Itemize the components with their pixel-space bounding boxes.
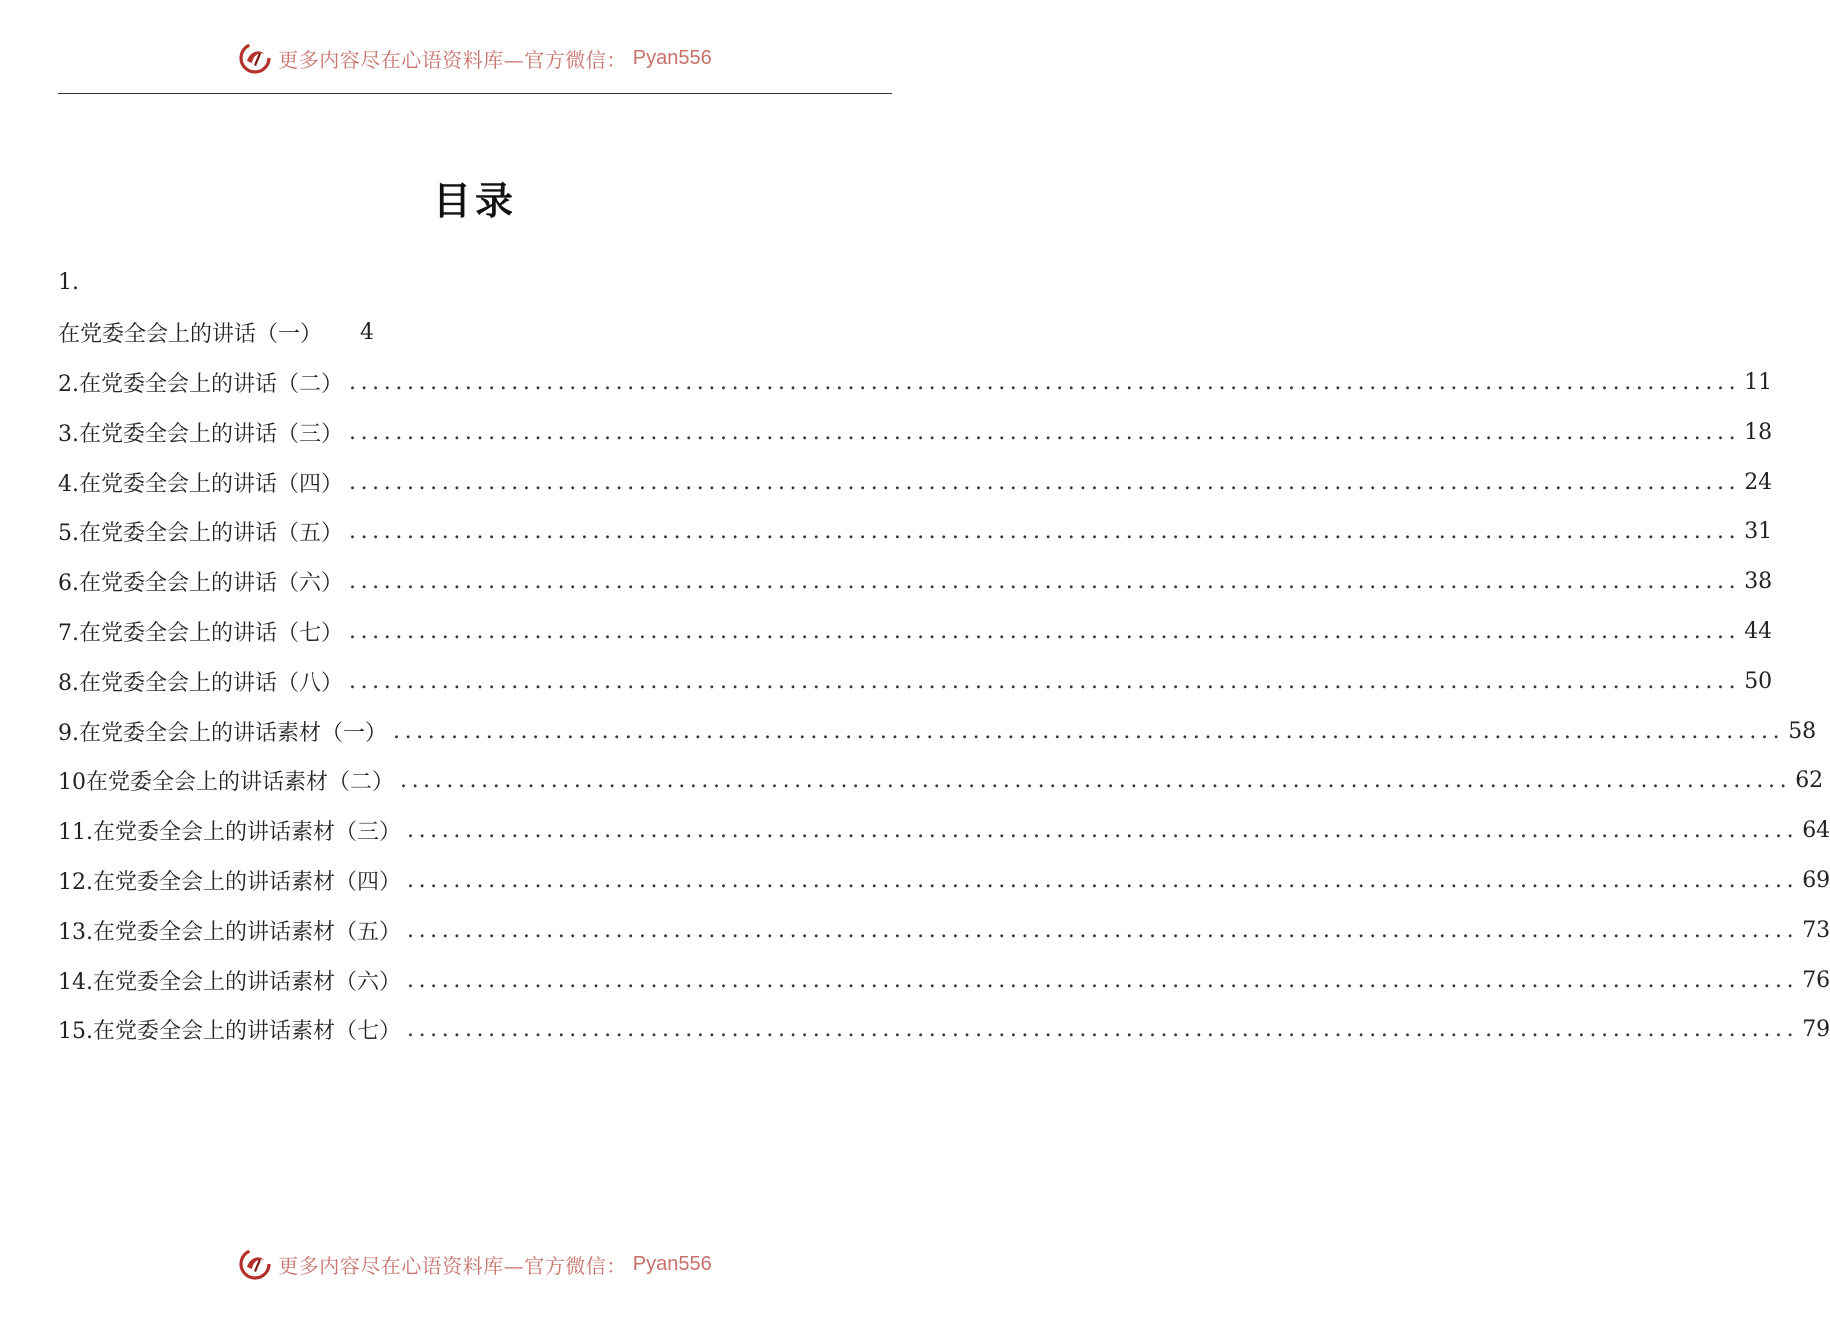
toc-entry-label: 12.在党委全会上的讲话素材（四） <box>58 869 401 895</box>
toc-entry-15[interactable] <box>58 1005 1830 1055</box>
toc-entry-page: 73 <box>1802 917 1830 943</box>
toc-entry-page: 69 <box>1802 867 1830 893</box>
toc-entry-label: 4.在党委全会上的讲话（四） <box>58 471 343 497</box>
toc-entry-row <box>58 765 1824 796</box>
toc-entry-label: 7.在党委全会上的讲话（七） <box>58 620 343 646</box>
toc-entry-row <box>58 666 1773 697</box>
toc-entry-label: 13.在党委全会上的讲话素材（五） <box>58 919 401 945</box>
toc-entry-1[interactable] <box>58 308 892 358</box>
toc-entry-10[interactable] <box>58 756 1824 806</box>
toc-entry-label: 10在党委全会上的讲话素材（二） <box>58 770 394 796</box>
red-swirl-logo-icon <box>238 1247 272 1281</box>
toc-dot-leader: ........................................................................................................................ <box>407 917 1799 943</box>
toc-entry-8[interactable] <box>58 656 1773 706</box>
toc-dot-leader: ........................................................................................................................ <box>393 718 1785 744</box>
toc-dot-leader: ........................................................................................................................ <box>349 469 1741 495</box>
toc-entry-page: 18 <box>1744 419 1773 445</box>
toc-entry-row <box>58 716 1817 747</box>
toc-entries <box>58 358 1830 1055</box>
toc-list <box>58 258 1830 1055</box>
toc-entry-7[interactable] <box>58 607 1773 657</box>
banner-text: 更多内容尽在心语资料库—官方微信： <box>278 47 627 72</box>
toc-entry-page: 11 <box>1744 369 1773 395</box>
toc-dot-leader: ........................................................................................................................ <box>349 369 1741 395</box>
toc-entry-row <box>58 915 1830 946</box>
toc-entry-row <box>58 467 1773 498</box>
toc-first-number-label: 1. <box>58 270 79 296</box>
toc-dot-leader: ........................................................................................................................ <box>407 1017 1799 1043</box>
toc-entry-3[interactable] <box>58 407 1773 457</box>
toc-entry-page: 38 <box>1744 569 1773 595</box>
toc-entry-page: 76 <box>1802 967 1830 993</box>
toc-entry-label: 6.在党委全会上的讲话（六） <box>58 571 343 597</box>
toc-entry-2[interactable] <box>58 358 1773 408</box>
toc-entry-label: 3.在党委全会上的讲话（三） <box>58 421 343 447</box>
toc-entry-label: 2.在党委全会上的讲话（二） <box>58 371 343 397</box>
toc-entry-page: 4 <box>360 320 375 346</box>
toc-entry-4[interactable] <box>58 457 1773 507</box>
toc-entry-label: 9.在党委全会上的讲话素材（一） <box>58 720 387 746</box>
banner-text: 更多内容尽在心语资料库—官方微信： <box>278 1253 627 1278</box>
toc-dot-leader: ........................................................................................................................ <box>400 768 1792 794</box>
red-swirl-logo-icon <box>238 41 272 75</box>
toc-entry-5[interactable] <box>58 507 1773 557</box>
toc-entry-page: 50 <box>1744 668 1773 694</box>
toc-entry-row <box>58 417 1773 448</box>
toc-entry-11[interactable] <box>58 806 1830 856</box>
toc-entry-page: 44 <box>1744 618 1773 644</box>
toc-entry-row <box>58 367 1773 398</box>
toc-entry-page: 24 <box>1744 469 1773 495</box>
toc-dot-leader: ........................................................................................................................ <box>407 967 1799 993</box>
toc-entry-page: 58 <box>1788 718 1817 744</box>
footer-banner <box>0 1244 950 1284</box>
toc-entry-page: 79 <box>1802 1017 1830 1043</box>
toc-entry-page: 62 <box>1795 768 1824 794</box>
toc-entry-label: 5.在党委全会上的讲话（五） <box>58 521 343 547</box>
toc-entry-label: 15.在党委全会上的讲话素材（七） <box>58 1019 401 1045</box>
toc-first-number <box>58 258 892 308</box>
header-divider <box>58 93 892 94</box>
toc-dot-leader: ........................................................................................................................ <box>349 569 1741 595</box>
toc-entry-label: 在党委全会上的讲话（一） <box>58 322 323 348</box>
banner-wechat-id: Pyan556 <box>632 46 712 69</box>
toc-entry-row <box>58 815 1830 846</box>
toc-entry-row <box>58 1014 1830 1045</box>
toc-dot-leader: ........................................................................................................................ <box>349 419 1741 445</box>
toc-entry-6[interactable] <box>58 557 1773 607</box>
toc-entry-row <box>58 616 1773 647</box>
page-title: 目录 <box>432 178 517 223</box>
toc-dot-leader: ........................................................................................................................ <box>407 818 1799 844</box>
toc-entry-label: 8.在党委全会上的讲话（八） <box>58 670 343 696</box>
toc-entry-label: 14.在党委全会上的讲话素材（六） <box>58 969 401 995</box>
header-banner <box>0 38 950 78</box>
toc-entry-12[interactable] <box>58 856 1830 906</box>
toc-entry-row <box>58 566 1773 597</box>
toc-entry-row <box>58 516 1773 547</box>
toc-dot-leader: ........................................................................................................................ <box>349 668 1741 694</box>
toc-dot-leader: ........................................................................................................................ <box>349 618 1741 644</box>
toc-dot-leader: ........................................................................................................................ <box>407 867 1799 893</box>
toc-entry-row <box>58 965 1830 996</box>
toc-entry-label: 11.在党委全会上的讲话素材（三） <box>58 820 401 846</box>
banner-wechat-id: Pyan556 <box>632 1252 712 1275</box>
toc-entry-13[interactable] <box>58 905 1830 955</box>
toc-dot-leader: ........................................................................................................................ <box>349 519 1741 545</box>
toc-entry-9[interactable] <box>58 706 1817 756</box>
toc-entry-page: 64 <box>1802 818 1830 844</box>
toc-entry-14[interactable] <box>58 955 1830 1005</box>
toc-entry-page: 31 <box>1744 519 1773 545</box>
toc-entry-row <box>58 865 1830 896</box>
